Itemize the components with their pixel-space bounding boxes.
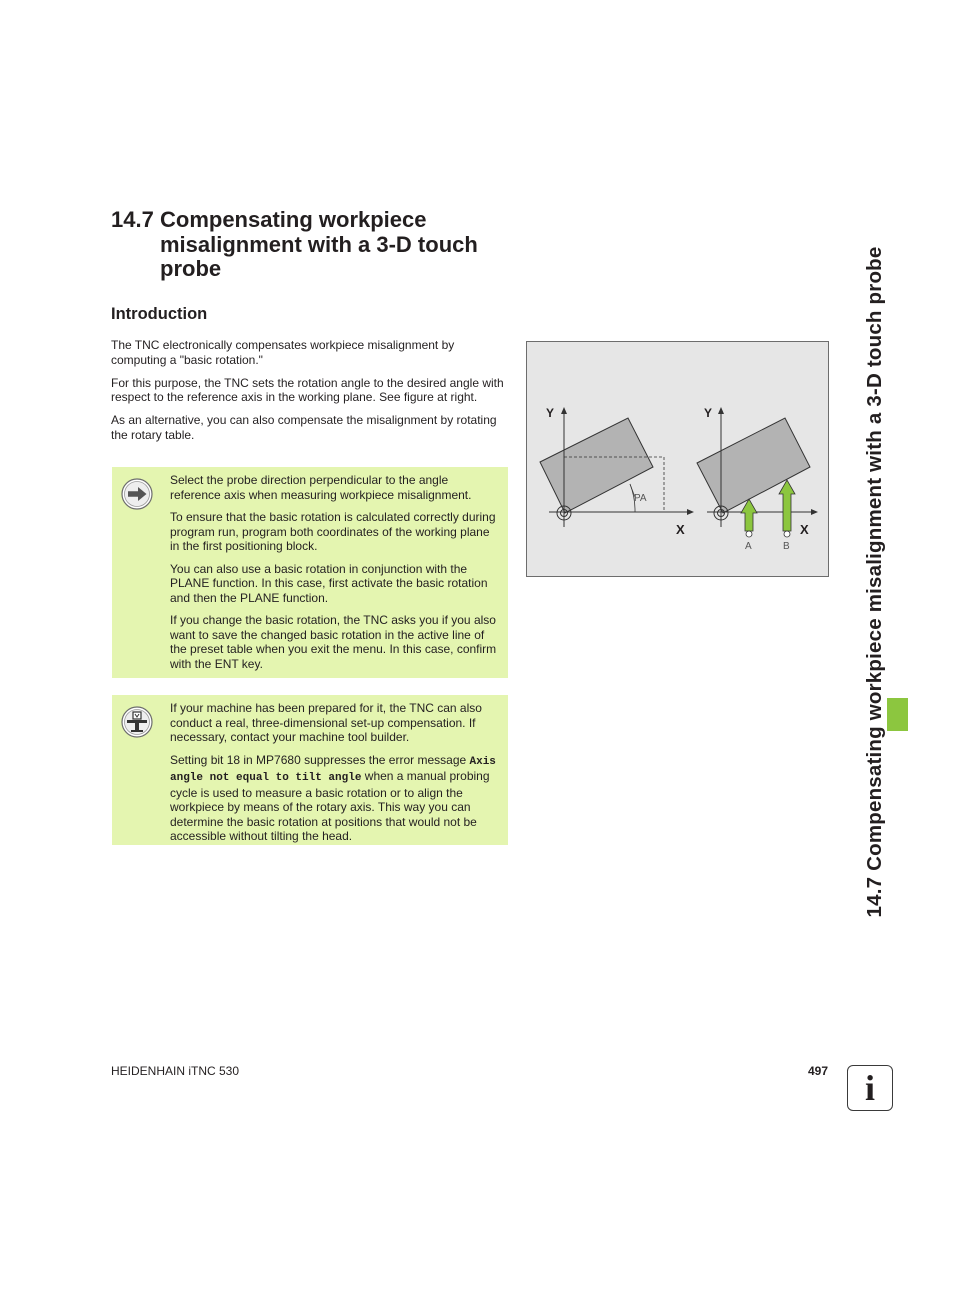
x-label-right: X bbox=[800, 522, 809, 537]
intro-paragraph: For this purpose, the TNC sets the rotation angle to the desired angle with respect to the reference axis in the working plane. See figure at right. bbox=[111, 375, 504, 404]
note-text: when a manual probing cycle is used to measure a basic rotation or to align the workpiece by means of the rotary axis. This way you can determine the basic rotation at positions that would not be accessible without tilting the head. bbox=[170, 769, 490, 843]
x-label-left: X bbox=[676, 522, 685, 537]
probe-point-a bbox=[746, 531, 752, 537]
probe-arrow-b bbox=[779, 480, 795, 531]
section-title: Introduction bbox=[111, 305, 208, 323]
note-paragraph: You can also use a basic rotation in conjunction with the PLANE function. In this case, first activate the basic rotation and then the PLANE function. bbox=[170, 561, 488, 605]
chapter-title bbox=[111, 208, 541, 282]
error-message-code: Axis angle not equal to tilt angle bbox=[170, 755, 496, 784]
chapter-tab-marker bbox=[887, 698, 908, 731]
chapter-number: 14.7 bbox=[111, 207, 154, 232]
info-glyph: i bbox=[864, 1068, 875, 1108]
y-label-right: Y bbox=[704, 406, 713, 420]
y-label-left: Y bbox=[546, 406, 555, 420]
pa-label: PA bbox=[634, 493, 647, 504]
intro-paragraph: As an alternative, you can also compensate the misalignment by rotating the rotary table. bbox=[111, 413, 497, 442]
intro-paragraph: The TNC electronically compensates workpiece misalignment by computing a "basic rotation." bbox=[111, 338, 455, 367]
workpiece-right bbox=[697, 418, 810, 513]
note-paragraph: If you change the basic rotation, the TNC asks you if you also want to save the changed basic rotation in the active line of the preset table when you exit the menu. In this case, confirm with the ENT key. bbox=[170, 613, 497, 671]
note-box-machine bbox=[112, 695, 508, 845]
note-paragraph: If your machine has been prepared for it, the TNC can also conduct a real, three-dimensional set-up compensation. If necessary, contact your machine tool builder. bbox=[170, 701, 482, 744]
arrow-right-icon bbox=[121, 478, 153, 510]
intro-text bbox=[111, 338, 509, 451]
note-text: Setting bit 18 in MP7680 suppresses the error message bbox=[170, 752, 470, 767]
note-paragraph: Select the probe direction perpendicular to the angle reference axis when measuring workpiece misalignment. bbox=[170, 473, 472, 502]
figure-drawing bbox=[527, 342, 830, 578]
probe-point-b bbox=[784, 531, 790, 537]
note-paragraph bbox=[170, 753, 500, 844]
footer-manual-name: HEIDENHAIN iTNC 530 bbox=[111, 1064, 240, 1078]
page-number: 497 bbox=[808, 1064, 829, 1078]
b-label: B bbox=[783, 541, 790, 552]
side-title-text: 14.7 Compensating workpiece misalignment with a 3-D touch probe bbox=[863, 246, 886, 918]
chapter-title-text: Compensating workpiece misalignment with a 3-D touch probe bbox=[160, 207, 478, 281]
probe-arrow-a bbox=[741, 499, 757, 531]
info-icon bbox=[847, 1065, 893, 1111]
note-box-info bbox=[112, 467, 508, 678]
a-label: A bbox=[745, 541, 752, 552]
machine-dependent-icon bbox=[121, 706, 153, 738]
note-paragraph: To ensure that the basic rotation is calculated correctly during program run, program both coordinates of the working plane in the first positioning block. bbox=[170, 510, 496, 553]
basic-rotation-figure bbox=[526, 341, 829, 577]
